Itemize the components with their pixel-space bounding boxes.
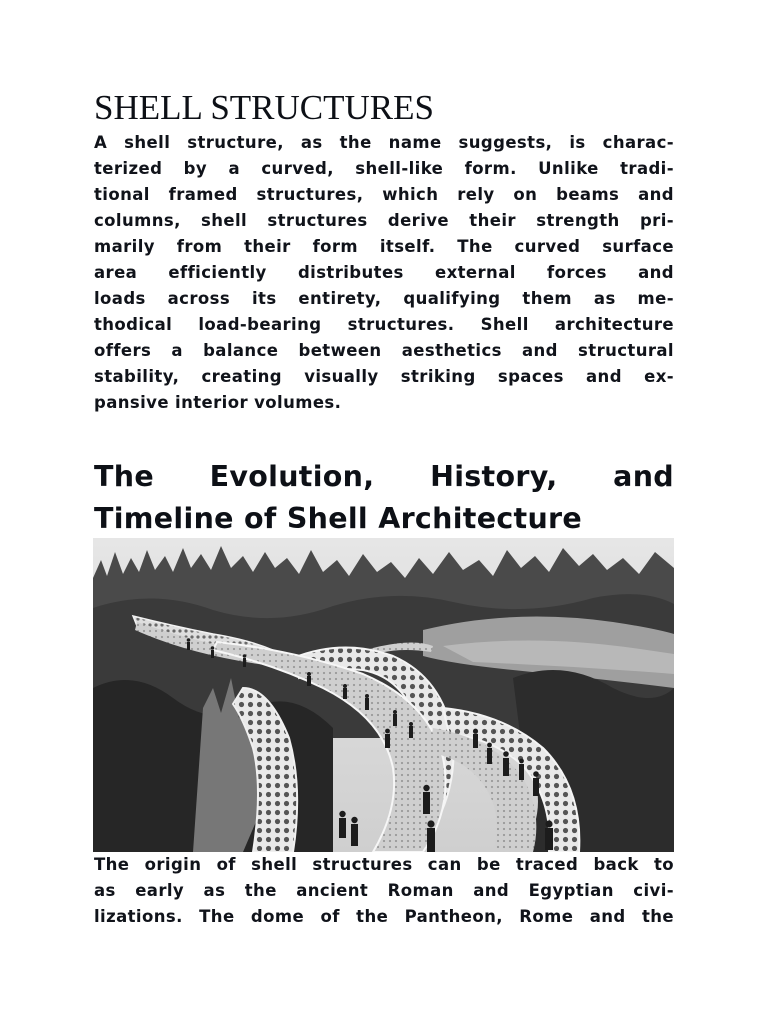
intro-line: terized by a curved, shell-like form. Unlike tradi- [94, 159, 674, 178]
origin-line: as early as the ancient Roman and Egyptian civi- [94, 881, 674, 900]
intro-line: columns, shell structures derive their strength pri- [94, 211, 674, 230]
page-title: SHELL STRUCTURES [94, 88, 434, 127]
intro-line: thodical load-bearing structures. Shell architecture [94, 315, 674, 334]
intro-line: marily from their form itself. The curved surface [94, 237, 674, 256]
section-heading [94, 456, 674, 540]
intro-line: stability, creating visually striking spaces and ex- [94, 367, 674, 386]
origin-line: The origin of shell structures can be traced back to [94, 855, 674, 874]
intro-line: loads across its entirety, qualifying them as me- [94, 289, 674, 308]
section-heading-line: The Evolution, History, and [94, 460, 674, 493]
intro-line-last: pansive interior volumes. [94, 393, 342, 412]
shell-walkway-photo [93, 538, 674, 852]
intro-line: A shell structure, as the name suggests, is charac- [94, 133, 674, 152]
section-heading-line: Timeline of Shell Architecture [94, 502, 583, 535]
intro-line: area efficiently distributes external forces and [94, 263, 674, 282]
intro-line: tional framed structures, which rely on beams and [94, 185, 674, 204]
origin-paragraph [94, 852, 674, 930]
origin-line: lizations. The dome of the Pantheon, Rome and the [94, 907, 674, 926]
intro-line: offers a balance between aesthetics and structural [94, 341, 674, 360]
intro-paragraph [94, 130, 674, 416]
